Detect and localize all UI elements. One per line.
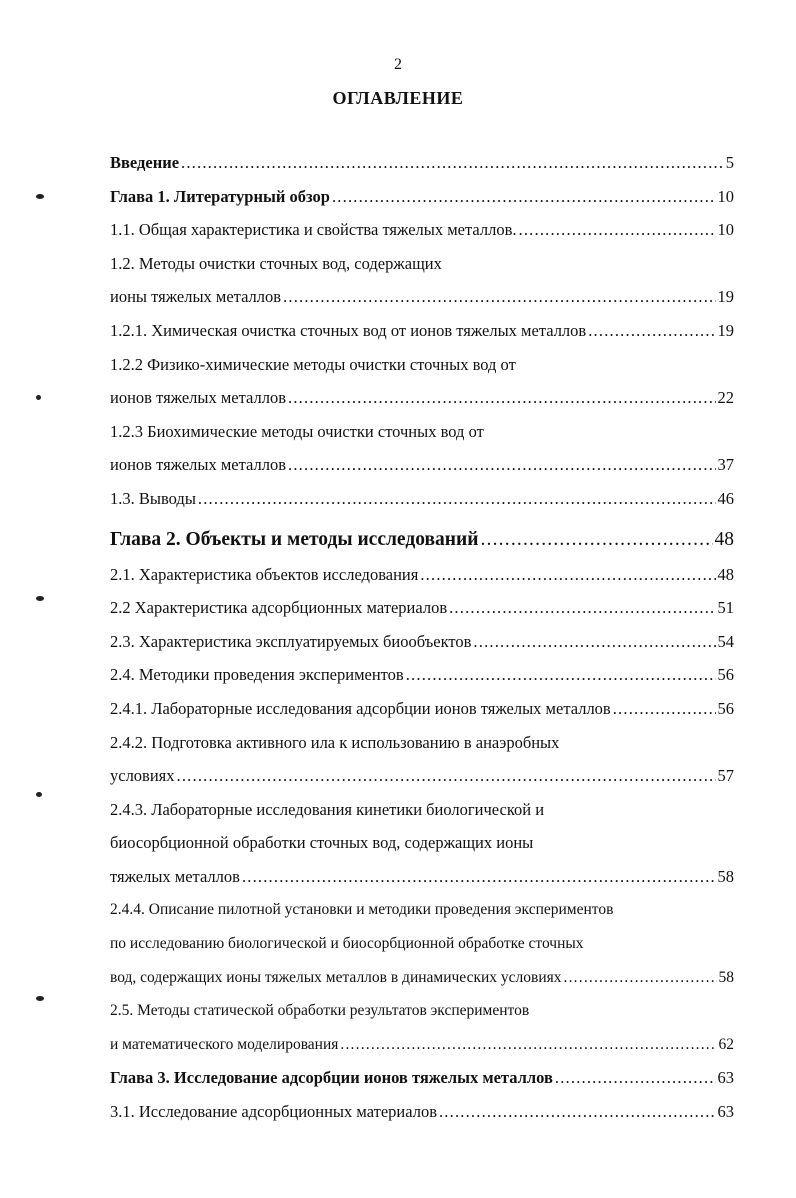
toc-entry-title: Введение: [110, 153, 180, 172]
toc-entry-title: 2.2 Характеристика адсорбционных материалов: [110, 598, 448, 618]
toc-entry-text-line: биосорбционной обработки сточных вод, содержащих ионы: [110, 833, 534, 853]
toc-entry-leader-line: [110, 591, 734, 625]
toc-entry-title: 1.1. Общая характеристика и свойства тяжелых металлов.: [110, 220, 517, 240]
toc-entry-page: 58: [718, 968, 734, 986]
toc-entry: [110, 658, 734, 692]
toc-entry-page: 54: [717, 631, 734, 651]
toc-entry-title: 1.2.1. Химическая очистка сточных вод от ионов тяжелых металлов: [110, 320, 587, 340]
toc-entry-title: Глава 3. Исследование адсорбции ионов тяжелых металлов: [110, 1068, 553, 1088]
toc-entry-title: 2.4. Методики проведения экспериментов: [110, 665, 404, 685]
toc-entry-title: 3.1. Исследование адсорбционных материалов: [110, 1102, 437, 1122]
toc-entry: [110, 522, 734, 558]
toc-entry-leader-line: [110, 213, 734, 247]
toc-entry-title: тяжелых металлов: [110, 866, 240, 886]
toc-entry-page: 56: [717, 698, 734, 718]
toc-entry-text-line: 1.2.3 Биохимические методы очистки сточных вод от: [110, 421, 484, 441]
toc-entry-leader-line: [110, 522, 734, 558]
toc-entry-leader-line: [110, 180, 734, 214]
toc-entry-leader-line: [110, 558, 734, 592]
toc-entry-title: ионы тяжелых металлов: [110, 287, 282, 307]
toc-entry-page: 58: [717, 866, 734, 886]
toc-entry-page: 46: [717, 488, 734, 508]
margin-mark: [36, 194, 44, 199]
margin-mark: [36, 596, 44, 601]
toc-entry-leader-line: [110, 658, 734, 692]
toc-entry-page: 19: [717, 287, 734, 307]
dot-leader: [480, 522, 712, 558]
dot-leader: [288, 381, 715, 415]
toc-entry-leader-line: [110, 381, 734, 415]
toc-entry: [110, 213, 734, 247]
margin-mark: [36, 792, 42, 797]
dot-leader: [332, 180, 716, 214]
toc-entry-page: 5: [725, 153, 734, 172]
toc-entry: [110, 893, 734, 994]
toc-entry: [110, 348, 734, 415]
toc-entry-title: и математического моделирования: [110, 1035, 339, 1053]
toc-entry-text-line: 2.4.4. Описание пилотной установки и методики проведения экспериментов: [110, 901, 614, 919]
toc-entry: [110, 726, 734, 793]
toc-entry-leader-line: [110, 482, 734, 516]
toc-entry-title: Глава 1. Литературный обзор: [110, 186, 330, 206]
toc-entry: [110, 994, 734, 1061]
toc-entry-leader-line: [110, 314, 734, 348]
page-number: 2: [394, 56, 402, 73]
toc-entry-page: 63: [717, 1102, 734, 1122]
toc-entry-page: 19: [717, 320, 734, 340]
toc-entry-leader-line: [110, 448, 734, 482]
toc-entry-page: 57: [717, 766, 734, 786]
toc-entry-text-line: 2.4.3. Лабораторные исследования кинетики биологической и: [110, 799, 545, 819]
toc-entry: [110, 180, 734, 214]
toc-entry-text-line: 1.2. Методы очистки сточных вод, содержащих: [110, 253, 442, 273]
toc-entry-page: 63: [717, 1068, 734, 1088]
toc-entry-page: 10: [717, 186, 734, 206]
toc-entry-page: 37: [717, 455, 734, 475]
dot-leader: [406, 658, 716, 692]
dot-leader: [420, 558, 715, 592]
toc-entry-text-line: по исследованию биологической и биосорбционной обработке сточных: [110, 935, 584, 953]
table-of-contents: [110, 146, 734, 1129]
toc-entry-title: Глава 2. Объекты и методы исследований: [110, 528, 479, 550]
toc-entry: [110, 482, 734, 516]
dot-leader: [340, 1028, 716, 1062]
toc-entry: [110, 692, 734, 726]
dot-leader: [449, 591, 715, 625]
toc-entry-text-line: 2.5. Методы статической обработки результатов экспериментов: [110, 1002, 530, 1020]
margin-mark: [36, 996, 44, 1001]
toc-entry-page: 51: [717, 598, 734, 618]
dot-leader: [242, 860, 716, 894]
dot-leader: [564, 961, 717, 995]
toc-entry-page: 48: [714, 528, 734, 550]
toc-entry-title: 1.3. Выводы: [110, 488, 196, 508]
page-title: ОГЛАВЛЕНИЕ: [332, 88, 464, 108]
toc-entry: [110, 247, 734, 314]
toc-entry-page: 62: [718, 1035, 734, 1053]
toc-entry-title: 2.3. Характеристика эксплуатируемых биообъектов: [110, 631, 472, 651]
toc-entry-page: 48: [717, 564, 734, 584]
dot-leader: [588, 314, 715, 348]
toc-entry: [110, 1095, 734, 1129]
toc-entry-leader-line: [110, 1095, 734, 1129]
dot-leader: [519, 213, 716, 247]
toc-entry-text-line: 1.2.2 Физико-химические методы очистки сточных вод от: [110, 354, 516, 374]
dot-leader: [283, 280, 715, 314]
toc-entry-title: ионов тяжелых металлов: [110, 388, 287, 408]
toc-entry-leader-line: [110, 146, 734, 180]
toc-entry-leader-line: [110, 1028, 734, 1062]
dot-leader: [555, 1061, 716, 1095]
margin-mark: [36, 395, 41, 400]
dot-leader: [439, 1095, 716, 1129]
toc-entry-leader-line: [110, 280, 734, 314]
toc-entry: [110, 625, 734, 659]
toc-entry: [110, 558, 734, 592]
toc-entry: [110, 591, 734, 625]
toc-entry-title: условиях: [110, 766, 175, 786]
toc-entry-text-line: 2.4.2. Подготовка активного ила к использованию в анаэробных: [110, 732, 560, 752]
toc-entry-leader-line: [110, 961, 734, 995]
toc-entry: [110, 793, 734, 894]
dot-leader: [473, 625, 715, 659]
toc-entry-title: вод, содержащих ионы тяжелых металлов в динамических условиях: [110, 968, 562, 986]
dot-leader: [288, 448, 715, 482]
dot-leader: [177, 759, 716, 793]
dot-leader: [198, 482, 716, 516]
toc-entry-page: 56: [717, 665, 734, 685]
toc-entry-page: 22: [717, 388, 734, 408]
toc-entry-leader-line: [110, 692, 734, 726]
toc-entry-title: 2.4.1. Лабораторные исследования адсорбции ионов тяжелых металлов: [110, 698, 611, 718]
toc-entry-leader-line: [110, 625, 734, 659]
toc-entry: [110, 146, 734, 180]
dot-leader: [613, 692, 716, 726]
toc-entry-leader-line: [110, 860, 734, 894]
toc-entry: [110, 1061, 734, 1095]
toc-entry-page: 10: [717, 220, 734, 240]
toc-entry: [110, 314, 734, 348]
dot-leader: [181, 146, 724, 180]
toc-entry-title: 2.1. Характеристика объектов исследования: [110, 564, 419, 584]
toc-entry-title: ионов тяжелых металлов: [110, 455, 287, 475]
toc-entry: [110, 415, 734, 482]
toc-entry-leader-line: [110, 1061, 734, 1095]
toc-entry-leader-line: [110, 759, 734, 793]
